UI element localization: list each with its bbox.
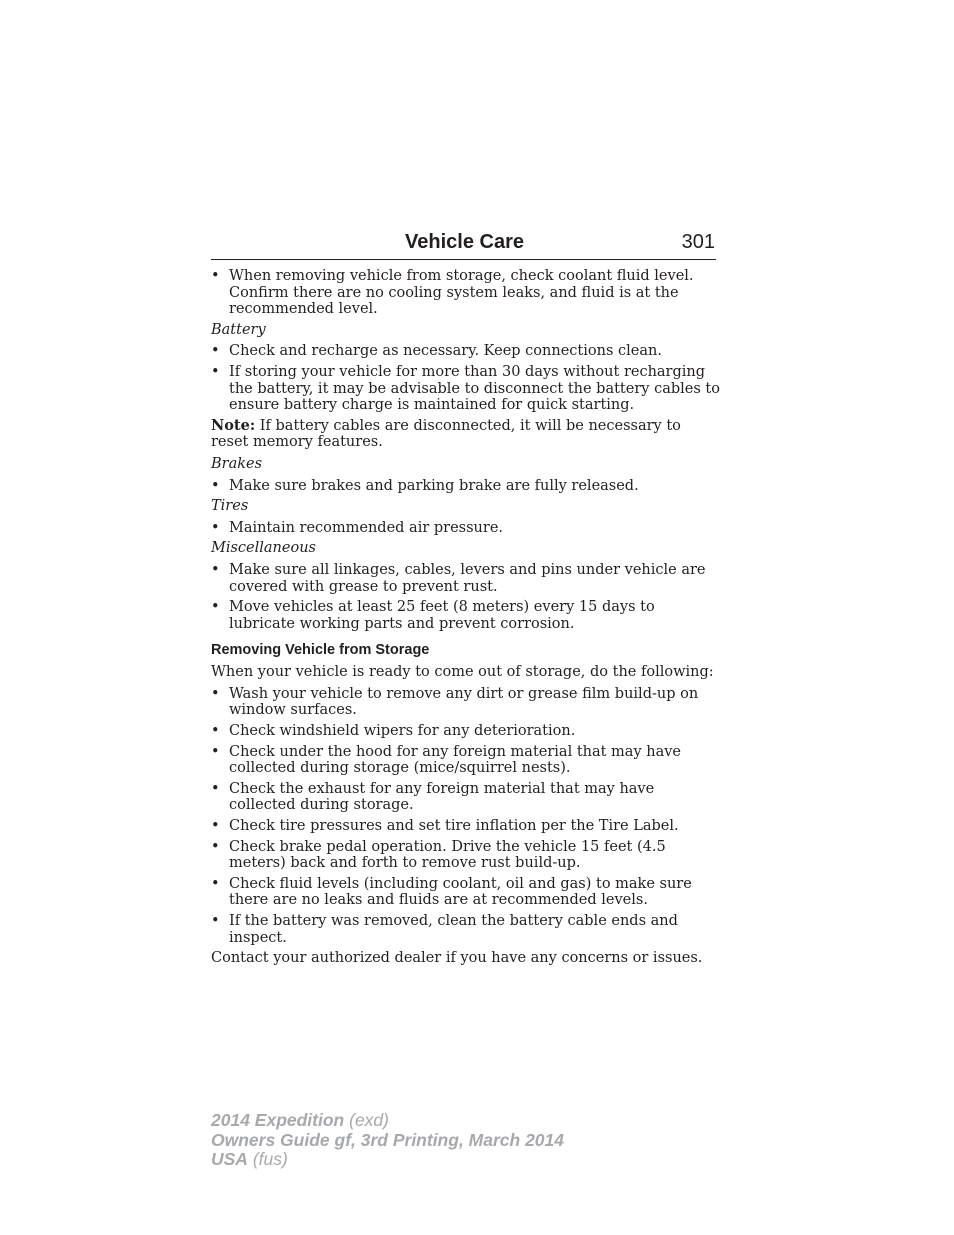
list-item: • Make sure brakes and parking brake are fully released. xyxy=(211,477,639,494)
subheading-miscellaneous: Miscellaneous xyxy=(211,540,316,557)
bullet-icon: • xyxy=(211,685,220,702)
bullet-icon: • xyxy=(211,913,220,929)
bullet-icon: • xyxy=(211,599,220,616)
bullet-icon: • xyxy=(211,561,220,578)
footer-line-model: 2014 Expedition (exd) xyxy=(211,1110,389,1130)
bullet-icon: • xyxy=(211,363,220,380)
note-paragraph: Note: If battery cables are disconnected, it will be necessary to reset memory features. xyxy=(211,416,681,451)
page-number: 301 xyxy=(681,231,715,253)
section-heading-removing-vehicle: Removing Vehicle from Storage xyxy=(211,642,430,659)
bullet-icon: • xyxy=(211,723,220,740)
intro-paragraph: When your vehicle is ready to come out of storage, do the following: xyxy=(211,664,714,681)
bullet-icon: • xyxy=(211,875,220,892)
list-item: • Make sure all linkages, cables, levers and pins under vehicle are covered with grease to prevent rust. xyxy=(211,561,706,595)
subheading-tires: Tires xyxy=(211,498,249,515)
closing-paragraph: Contact your authorized dealer if you have any concerns or issues. xyxy=(211,950,703,967)
list-item: • Check brake pedal operation. Drive the vehicle 15 feet (4.5 meters) back and forth to remove rust build-up. xyxy=(211,838,666,872)
page-title: Vehicle Care xyxy=(405,231,524,253)
list-item: • When removing vehicle from storage, check coolant fluid level. Confirm there are no cooling system leaks, and fluid is at the recommended level. xyxy=(211,268,694,318)
footer-line-printing: Owners Guide gf, 3rd Printing, March 2014 xyxy=(211,1129,564,1150)
bullet-icon: • xyxy=(211,519,220,536)
footer-line-region: USA (fus) xyxy=(211,1149,288,1169)
list-item: • If the battery was removed, clean the battery cable ends and inspect. xyxy=(211,913,678,946)
list-item: • Check windshield wipers for any deterioration. xyxy=(211,723,576,740)
list-item: • Move vehicles at least 25 feet (8 meters) every 15 days to lubricate working parts and prevent corrosion. xyxy=(211,599,655,632)
page-header xyxy=(211,229,716,260)
list-item: • Wash your vehicle to remove any dirt or grease film build-up on window surfaces. xyxy=(211,685,699,719)
list-item: • Check tire pressures and set tire inflation per the Tire Label. xyxy=(211,818,679,835)
bullet-icon: • xyxy=(211,343,220,360)
list-item: • If storing your vehicle for more than 30 days without recharging the battery, it may be advisable to disconnect the battery cables to ensure battery charge is maintained for quick starting. xyxy=(211,363,720,414)
bullet-icon: • xyxy=(211,743,220,760)
note-label: Note: xyxy=(211,416,256,434)
list-item: • Check under the hood for any foreign material that may have collected during storage (mice/squirrel nests). xyxy=(211,743,682,777)
bullet-icon: • xyxy=(211,477,220,494)
bullet-icon: • xyxy=(211,780,220,797)
subheading-brakes: Brakes xyxy=(211,455,263,472)
bullet-icon: • xyxy=(211,818,220,835)
bullet-icon: • xyxy=(211,268,220,284)
list-item: • Maintain recommended air pressure. xyxy=(211,519,504,536)
page-content xyxy=(211,268,721,972)
list-item: • Check fluid levels (including coolant, oil and gas) to make sure there are no leaks and fluids are at recommended levels. xyxy=(211,875,692,909)
subheading-battery: Battery xyxy=(211,321,266,338)
bullet-icon: • xyxy=(211,838,220,855)
page-footer xyxy=(211,1111,564,1170)
list-item: • Check and recharge as necessary. Keep connections clean. xyxy=(211,343,662,360)
list-item: • Check the exhaust for any foreign material that may have collected during storage. xyxy=(211,780,655,814)
